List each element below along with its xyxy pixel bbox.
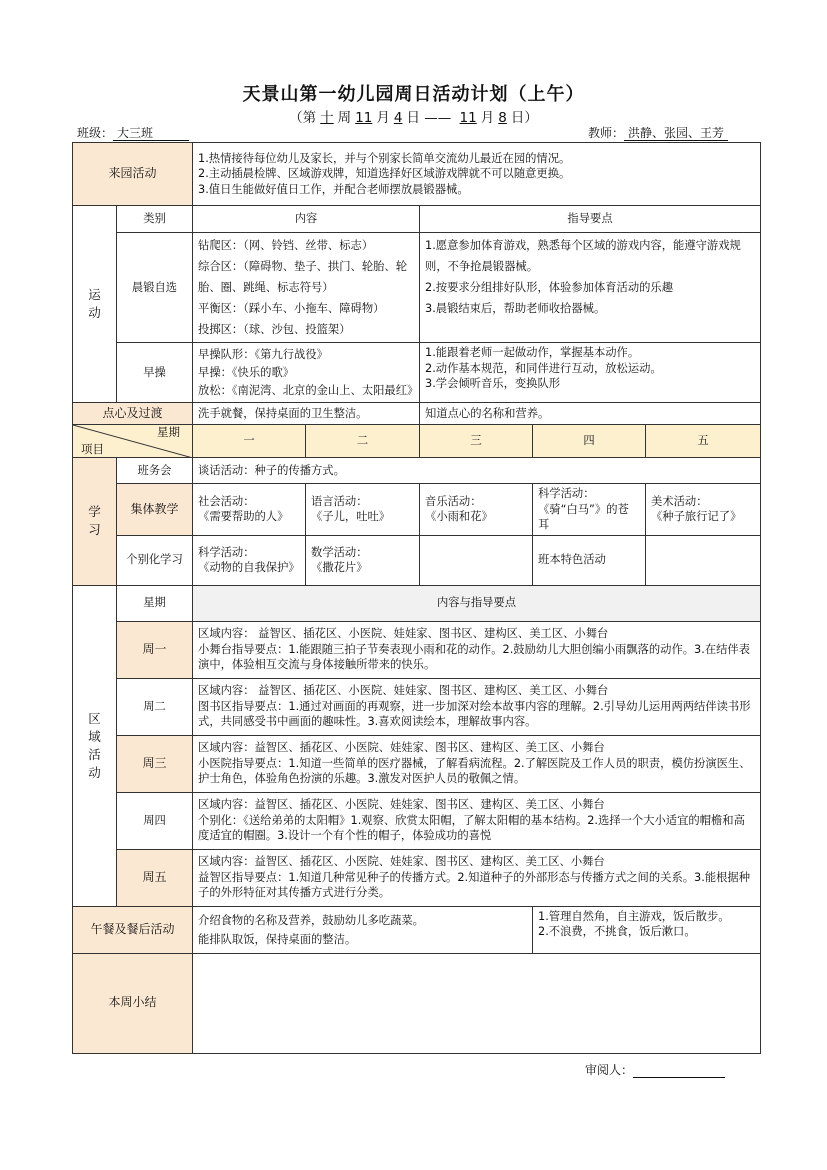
individual-activity: 数学活动： 《撒花片》 — [306, 535, 420, 585]
class-info — [77, 124, 189, 141]
area-day-row — [73, 849, 761, 906]
exercise-item: 早操队形：《第九行战役》 — [198, 347, 328, 361]
learning-label: 学习 — [73, 458, 117, 586]
area-day-label: 周三 — [117, 735, 193, 792]
week-range — [0, 106, 827, 126]
area-content-header: 内容与指导要点 — [193, 585, 761, 621]
exercise-label: 早操 — [117, 343, 193, 403]
morning-point: 1.愿意参加体育游戏，熟悉每个区域的游戏内容，能遵守游戏规则，不争抢晨锻器械。 — [425, 239, 741, 273]
weekday-tue: 二 — [306, 425, 420, 458]
reviewer-label: 审阅人： — [585, 1063, 634, 1077]
morning-item: 平衡区：（踩小车、小拖车、障碍物） — [198, 302, 385, 315]
exercise-point: 3.学会倾听音乐，变换队形 — [425, 377, 561, 390]
start-day-label: 日 — [406, 110, 420, 126]
summary-content — [193, 953, 761, 1053]
reviewer — [585, 1061, 725, 1078]
category-header: 类别 — [117, 206, 193, 233]
weekday-mon: 一 — [193, 425, 306, 458]
area-day-row — [73, 621, 761, 678]
teacher-names: 洪静、张园、王芳 — [624, 126, 728, 141]
exercise-content — [193, 343, 420, 403]
class-meeting-content: 谈话活动：种子的传播方式。 — [193, 458, 761, 484]
range-dash: —— — [424, 110, 452, 126]
exercise-points — [420, 343, 761, 403]
morning-point: 3.晨锻结束后，帮助老师收拾器械。 — [425, 302, 606, 315]
arrival-label: 来园活动 — [73, 143, 193, 206]
week-number: 十 — [320, 110, 334, 126]
area-day-row — [73, 678, 761, 735]
sports-label: 运动 — [73, 206, 117, 403]
group-activity: 美术活动： 《种子旅行记了》 — [646, 484, 761, 536]
group-activity: 音乐活动： 《小雨和花》 — [420, 484, 533, 536]
lunch-label: 午餐及餐后活动 — [73, 906, 193, 953]
weekday-wed: 三 — [420, 425, 533, 458]
week-header-row — [73, 425, 761, 458]
group-activity: 语言活动： 《子儿，吐吐》 — [306, 484, 420, 536]
arrival-item: 2.主动插晨检牌、区域游戏牌，知道选择好区域游戏牌就不可以随意更换。 — [198, 167, 571, 181]
lunch-left: 介绍食物的名称及营养，鼓励幼儿多吃蔬菜。 能排队取饭，保持桌面的整洁。 — [193, 906, 533, 953]
lunch-row — [73, 906, 761, 953]
snack-content: 洗手就餐，保持桌面的卫生整洁。 — [193, 403, 420, 425]
area-day-content: 区域内容：益智区、插花区、小医院、娃娃家、图书区、建构区、美工区、小舞台 个别化：《送给弟弟的太阳帽》1.观察、欣赏太阳帽，了解太阳帽的基本结构。2.选择一个大小适宜的帽檐和高度适宜的帽圈。3.设计一个有个性的帽子，体验成功的喜悦 — [193, 792, 761, 849]
week-mid: 周 — [337, 110, 352, 126]
summary-row — [73, 953, 761, 1053]
end-day: 8 — [498, 110, 507, 126]
area-day-label: 周一 — [117, 621, 193, 678]
item-label: 项目 — [81, 441, 104, 456]
sports-header-row — [73, 206, 761, 233]
area-day-label: 周二 — [117, 678, 193, 735]
class-meeting-label: 班务会 — [117, 458, 193, 484]
individual-activity — [646, 535, 761, 585]
area-day-label: 周五 — [117, 849, 193, 906]
morning-label: 晨锻自选 — [117, 233, 193, 343]
arrival-row — [73, 143, 761, 206]
end-month-label: 月 — [480, 110, 495, 126]
morning-item: 综合区：（障碍物、垫子、拱门、轮胎、轮胎、圈、跳绳、标志符号） — [198, 260, 408, 294]
page-title: 天景山第一幼儿园周日活动计划（上午） — [242, 84, 585, 105]
group-teaching-label: 集体教学 — [117, 484, 193, 536]
content-header: 内容 — [193, 206, 420, 233]
plan-table — [72, 142, 761, 1054]
weekday-fri: 五 — [646, 425, 761, 458]
exercise-point: 2.动作基本规范，和同伴进行互动，放松运动。 — [425, 361, 662, 375]
morning-item: 钻爬区：（网、铃铛、丝带、标志） — [198, 239, 374, 252]
snack-label: 点心及过渡 — [73, 403, 193, 425]
area-header-row — [73, 585, 761, 621]
morning-content — [193, 233, 420, 343]
class-name: 大三班 — [113, 126, 189, 141]
morning-item: 投掷区：（球、沙包、投篮架） — [198, 323, 351, 336]
snack-row — [73, 403, 761, 425]
group-activity: 社会活动： 《需要帮助的人》 — [193, 484, 306, 536]
snack-points: 知道点心的名称和营养。 — [420, 403, 761, 425]
start-day: 4 — [393, 110, 403, 126]
arrival-item: 1.热情接待每位幼儿及家长，并与个别家长简单交流幼儿最近在园的情况。 — [198, 151, 571, 165]
area-day-content: 区域内容：益智区、插花区、小医院、娃娃家、图书区、建构区、美工区、小舞台 益智区指导要点：1.知道几种常见种子的传播方式。2.知道种子的外部形态与传播方式之间的关系。3.能根据种子的外形特征对其传播方式进行分类。 — [193, 849, 761, 906]
individual-learning-row — [73, 535, 761, 585]
morning-points — [420, 233, 761, 343]
group-activity: 科学活动： 《骑“白马”》的苍耳 — [533, 484, 646, 536]
area-day-header: 星期 — [117, 585, 193, 621]
exercise-item: 放松：《南泥湾、北京的金山上、太阳最红》 — [198, 383, 419, 397]
individual-learning-label: 个别化学习 — [117, 535, 193, 585]
lunch-right: 1.管理自然角，自主游戏，饭后散步。 2.不浪费，不挑食，饭后漱口。 — [533, 906, 761, 953]
week-prefix: （第 — [289, 110, 317, 126]
teacher-info — [588, 124, 728, 141]
class-meeting-row — [73, 458, 761, 484]
weekday-thu: 四 — [533, 425, 646, 458]
week-header-corner — [73, 425, 193, 458]
area-label: 区域活动 — [73, 585, 117, 906]
start-month-label: 月 — [376, 110, 390, 126]
morning-point: 2.按要求分组排好队形，体验参加体育活动的乐趣 — [425, 281, 674, 294]
area-day-row — [73, 735, 761, 792]
area-day-label: 周四 — [117, 792, 193, 849]
area-day-row — [73, 792, 761, 849]
star-label: 星期 — [157, 425, 181, 439]
points-header: 指导要点 — [420, 206, 761, 233]
area-day-content: 区域内容：益智区、插花区、小医院、娃娃家、图书区、建构区、美工区、小舞台 小医院指导要点：1.知道一些简单的医疗器械，了解看病流程。2.了解医院及工作人员的职责，模仿扮演医生、护士角色，体验角色扮演的乐趣。3.激发对医护人员的敬佩之情。 — [193, 735, 761, 792]
area-day-content: 区域内容： 益智区、插花区、小医院、娃娃家、图书区、建构区、美工区、小舞台 图书区指导要点：1.通过对画面的再观察，进一步加深对绘本故事内容的理解。2.引导幼儿运用两两结伴读书形式，共同感受书中画面的趣味性。3.喜欢阅读绘本，理解故事内容。 — [193, 678, 761, 735]
individual-activity — [420, 535, 533, 585]
summary-label: 本周小结 — [73, 953, 193, 1053]
exercise-row — [73, 343, 761, 403]
class-label: 班级： — [77, 126, 114, 140]
arrival-item: 3.值日生能做好值日工作，并配合老师摆放晨锻器械。 — [198, 182, 469, 196]
end-month: 11 — [459, 110, 477, 126]
reviewer-signature-line — [633, 1065, 725, 1078]
exercise-item: 早操：《快乐的歌》 — [198, 365, 295, 379]
morning-exercise-row — [73, 233, 761, 343]
area-day-content: 区域内容： 益智区、插花区、小医院、娃娃家、图书区、建构区、美工区、小舞台 小舞台指导要点：1.能跟随三拍子节奏表现小雨和花的动作。2.鼓励幼儿大胆创编小雨飘落的动作。3.在结伴表演中，体验相互交流与身体接触所带来的快乐。 — [193, 621, 761, 678]
group-teaching-row — [73, 484, 761, 536]
exercise-point: 1.能跟着老师一起做动作，掌握基本动作。 — [425, 346, 640, 359]
individual-activity: 科学活动： 《动物的自我保护》 — [193, 535, 306, 585]
arrival-content — [193, 143, 761, 206]
start-month: 11 — [355, 110, 373, 126]
teacher-label: 教师： — [588, 126, 625, 140]
end-suffix: 日） — [510, 110, 538, 126]
individual-activity: 班本特色活动 — [533, 535, 646, 585]
